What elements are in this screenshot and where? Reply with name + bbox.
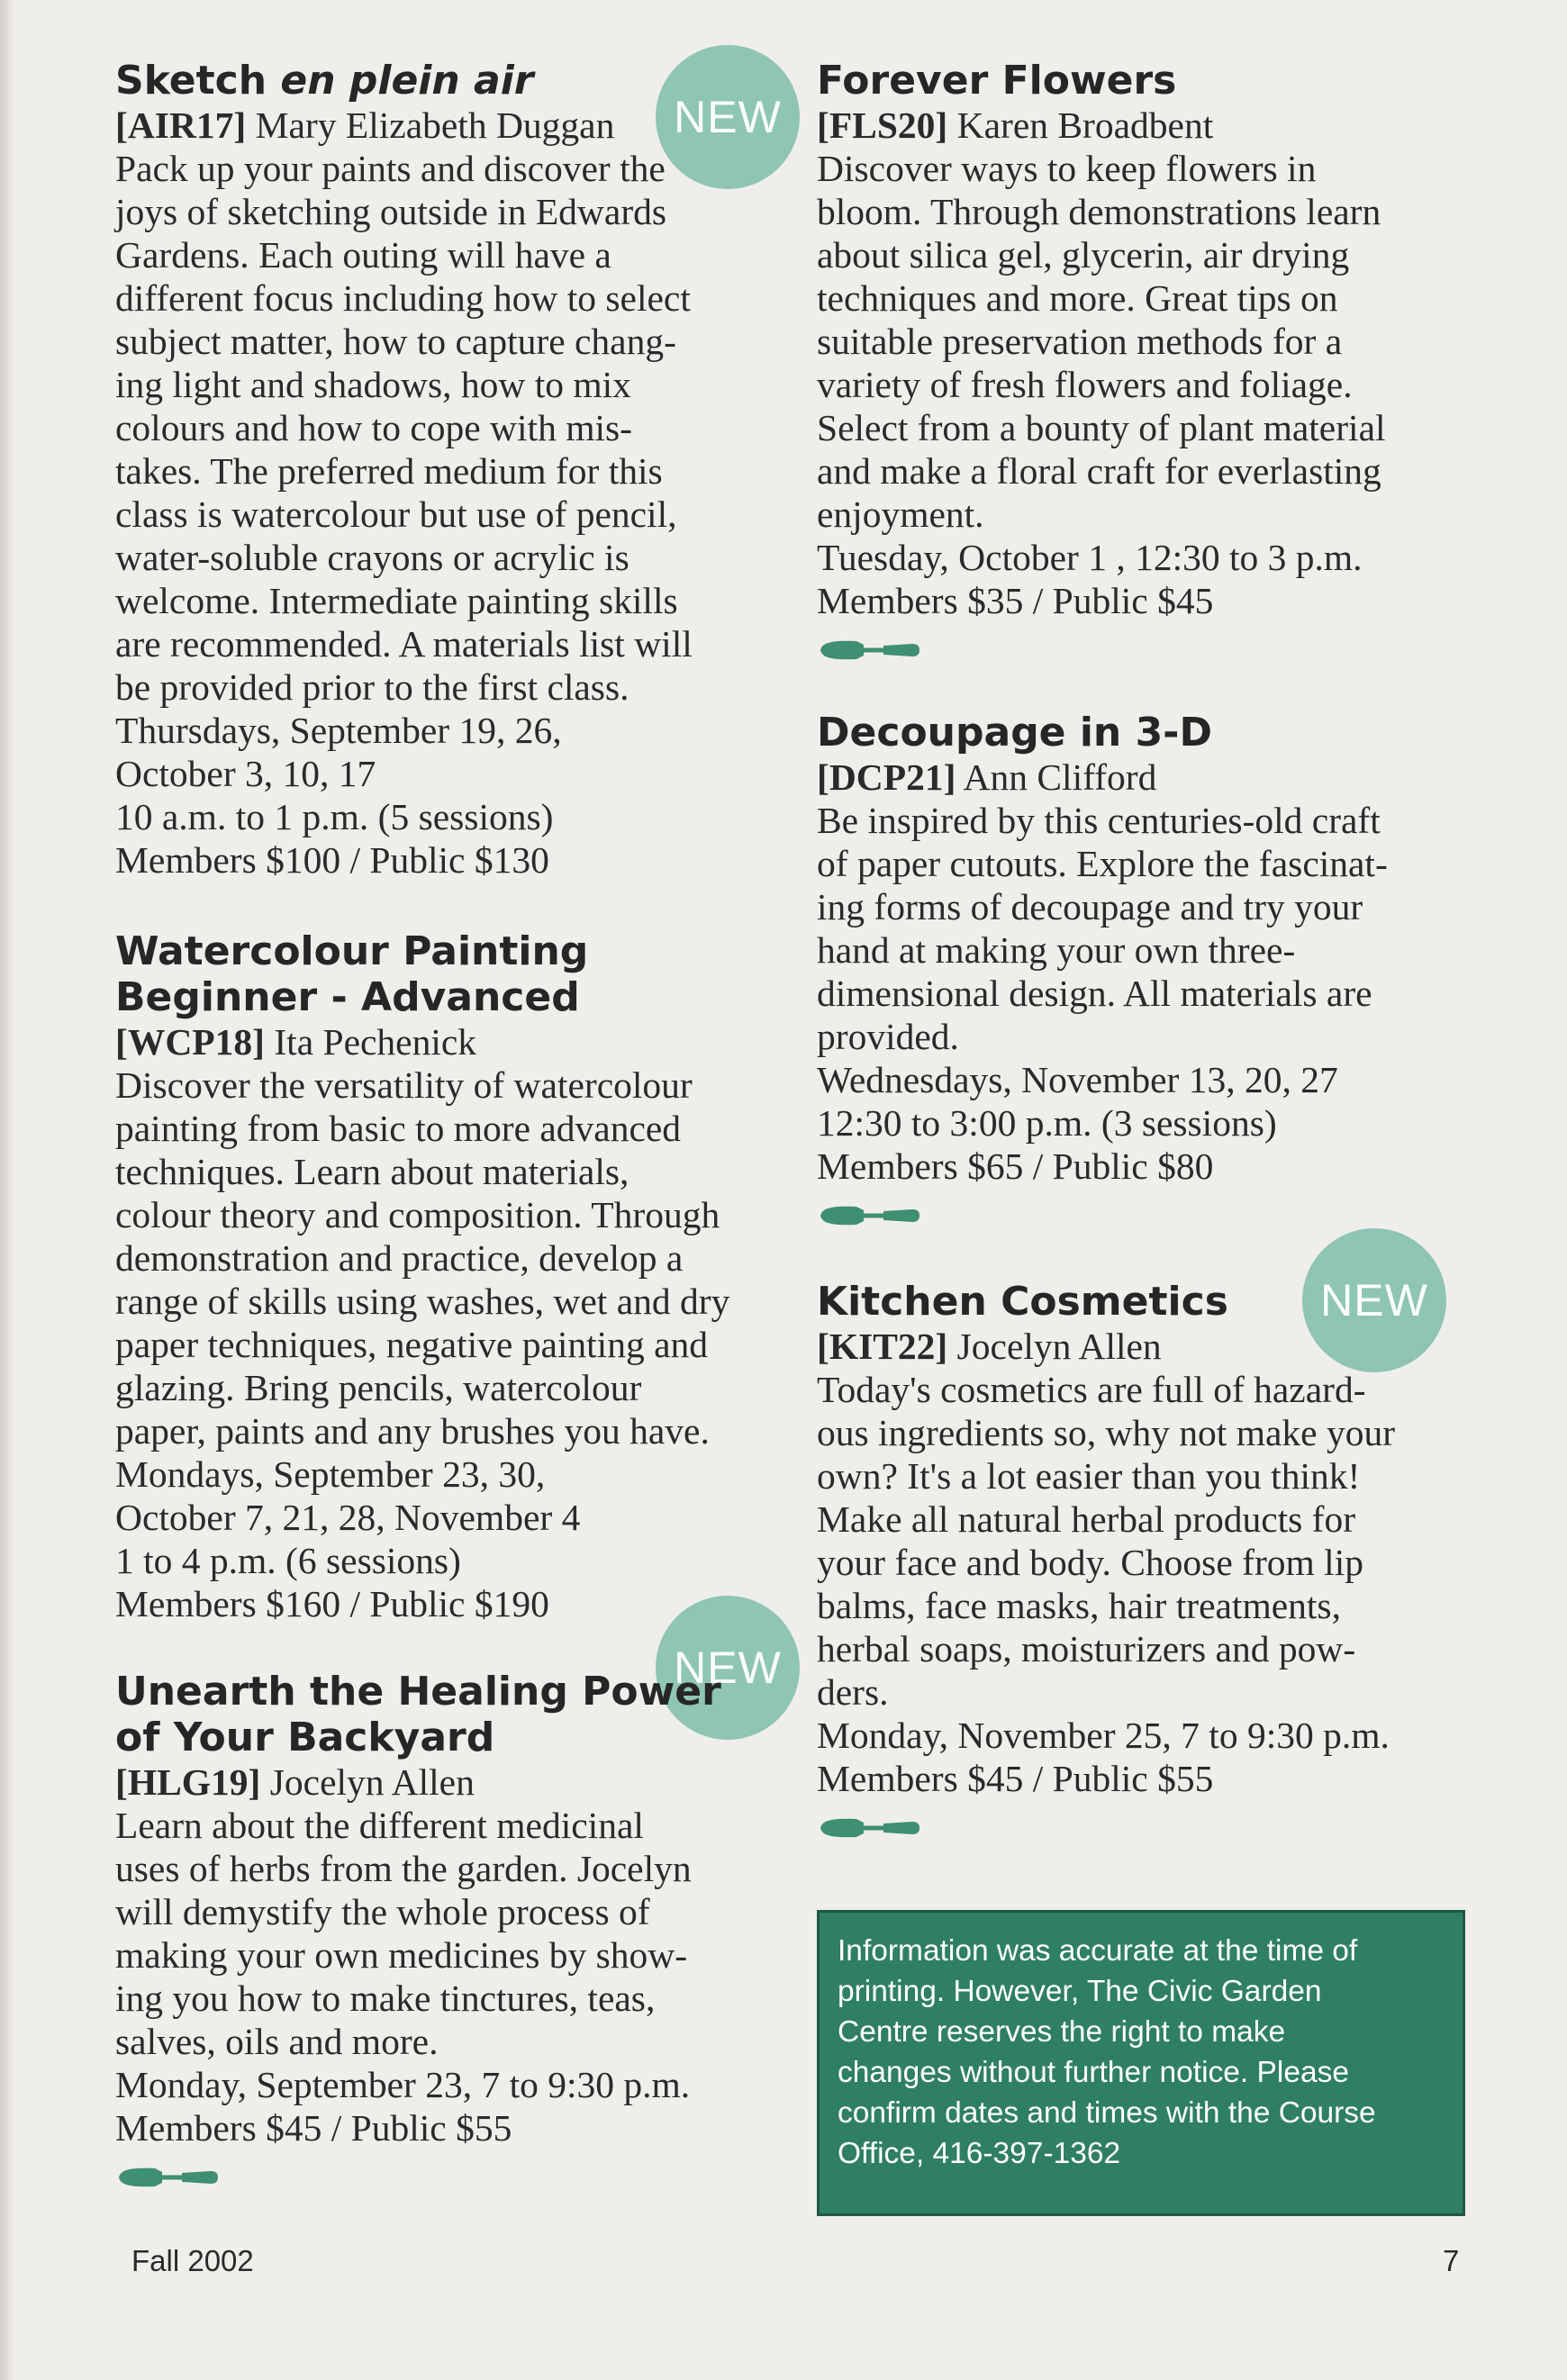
course-code: [HLG19] — [115, 1761, 261, 1803]
course-fees: Members $65 / Public $80 — [817, 1145, 1214, 1187]
course-title: Kitchen Cosmetics — [817, 1279, 1228, 1325]
course-description-line: demonstration and practice, develop a — [115, 1237, 684, 1279]
course-code: [KIT22] — [817, 1326, 948, 1367]
course-description-line: Pack up your paints and discover the — [115, 148, 666, 189]
course-code-instructor — [115, 104, 693, 147]
course-kit22 — [817, 1279, 1395, 1842]
course-description-line: techniques. Learn about materials, — [115, 1151, 630, 1192]
course-title: Watercolour Painting — [115, 928, 589, 974]
course-fees: Members $100 / Public $130 — [115, 839, 549, 881]
trowel-icon — [817, 637, 943, 664]
course-code-instructor — [817, 104, 1386, 147]
course-description-line: subject matter, how to capture chang- — [115, 321, 676, 362]
course-description-line: water-soluble crayons or acrylic is — [115, 537, 630, 578]
course-instructor: Ann Clifford — [956, 756, 1157, 798]
course-description-line: paper techniques, negative painting and — [115, 1324, 709, 1365]
course-schedule-line: October 7, 21, 28, November 4 — [115, 1497, 581, 1538]
course-description-line: balms, face masks, hair treatments, — [817, 1585, 1341, 1626]
course-hlg19 — [115, 1669, 721, 2191]
course-description-line: suitable preservation methods for a — [817, 321, 1343, 362]
course-instructor: Mary Elizabeth Duggan — [246, 104, 615, 146]
course-description-line: dimensional design. All materials are — [817, 973, 1372, 1014]
course-description-line: Today's cosmetics are full of hazard- — [817, 1369, 1366, 1410]
course-description-line: salves, oils and more. — [115, 2021, 439, 2062]
course-description-line: be provided prior to the first class. — [115, 666, 630, 708]
course-title: Decoupage in 3-D — [817, 710, 1212, 756]
course-title: of Your Backyard — [115, 1715, 495, 1760]
course-code: [AIR17] — [115, 104, 247, 146]
course-title: Sketch en plein air — [115, 58, 534, 104]
course-title: Beginner - Advanced — [115, 974, 580, 1020]
course-schedule-line: Mondays, September 23, 30, — [115, 1453, 546, 1495]
course-schedule-line: 12:30 to 3:00 p.m. (3 sessions) — [817, 1102, 1277, 1144]
course-description-line: glazing. Bring pencils, watercolour — [115, 1367, 642, 1408]
course-code-instructor — [115, 1020, 729, 1063]
trowel-icon — [817, 1202, 943, 1229]
course-description-line: and make a floral craft for everlasting — [817, 450, 1381, 492]
course-code-instructor — [817, 1325, 1395, 1368]
trowel-icon — [115, 2164, 241, 2191]
course-description-line: variety of fresh flowers and foliage. — [817, 364, 1353, 405]
course-schedule-line: Tuesday, October 1 , 12:30 to 3 p.m. — [817, 537, 1363, 578]
new-badge: NEW — [656, 1596, 800, 1740]
course-description-line: herbal soaps, moisturizers and pow- — [817, 1628, 1356, 1670]
course-description-line: enjoyment. — [817, 493, 984, 535]
course-description-line: Gardens. Each outing will have a — [115, 234, 611, 276]
course-fees: Members $160 / Public $190 — [115, 1583, 549, 1624]
course-schedule-line: Monday, September 23, 7 to 9:30 p.m. — [115, 2064, 691, 2105]
course-description-line: will demystify the whole process of — [115, 1891, 650, 1932]
course-description-line: paper, paints and any brushes you have. — [115, 1410, 710, 1452]
course-description-line: provided. — [817, 1016, 959, 1057]
course-fls20 — [817, 58, 1386, 664]
course-description-line: of paper cutouts. Explore the fascinat- — [817, 843, 1388, 884]
course-fees: Members $45 / Public $55 — [817, 1758, 1214, 1799]
notice-line: printing. However, The Civic Garden — [838, 1975, 1322, 2008]
course-description-line: different focus including how to select — [115, 277, 691, 319]
course-code: [FLS20] — [817, 104, 948, 146]
course-description-line: welcome. Intermediate painting skills — [115, 580, 678, 621]
course-description-line: about silica gel, glycerin, air drying — [817, 234, 1350, 276]
notice-line: changes without further notice. Please — [838, 2056, 1349, 2089]
course-description-line: Make all natural herbal products for — [817, 1498, 1356, 1540]
course-description-line: your face and body. Choose from lip — [817, 1542, 1363, 1583]
course-code-instructor — [115, 1760, 721, 1804]
course-wcp18 — [115, 928, 729, 1625]
trowel-icon — [817, 1814, 943, 1842]
course-description-line: bloom. Through demonstrations learn — [817, 191, 1381, 232]
course-description-line: making your own medicines by show- — [115, 1934, 688, 1976]
course-instructor: Jocelyn Allen — [260, 1761, 475, 1803]
course-description-line: techniques and more. Great tips on — [817, 277, 1338, 319]
course-schedule-line: Thursdays, September 19, 26, — [115, 710, 562, 751]
course-schedule-line: October 3, 10, 17 — [115, 753, 376, 794]
course-description-line: ing forms of decoupage and try your — [817, 886, 1363, 928]
course-code: [WCP18] — [115, 1021, 265, 1063]
course-instructor: Jocelyn Allen — [947, 1326, 1162, 1367]
course-description-line: takes. The preferred medium for this — [115, 450, 663, 492]
course-instructor: Ita Pechenick — [264, 1021, 477, 1063]
course-description-line: ing light and shadows, how to mix — [115, 364, 631, 405]
course-schedule-line: Monday, November 25, 7 to 9:30 p.m. — [817, 1715, 1390, 1756]
course-description-line: Select from a bounty of plant material — [817, 407, 1386, 448]
course-description-line: hand at making your own three- — [817, 929, 1296, 971]
page-number: 7 — [1443, 2244, 1460, 2277]
course-title: Forever Flowers — [817, 58, 1177, 104]
course-title: Unearth the Healing Power — [115, 1669, 721, 1715]
course-code: [DCP21] — [817, 756, 956, 798]
disclaimer-notice — [817, 1910, 1465, 2216]
course-description-line: Learn about the different medicinal — [115, 1805, 644, 1846]
course-description-line: Be inspired by this centuries-old craft — [817, 800, 1381, 841]
course-air17 — [115, 58, 693, 882]
course-code-instructor — [817, 756, 1388, 799]
course-schedule-line: 1 to 4 p.m. (6 sessions) — [115, 1540, 461, 1581]
course-description-line: are recommended. A materials list will — [115, 623, 693, 665]
notice-line: confirm dates and times with the Course — [838, 2096, 1376, 2130]
notice-line: Office, 416-397-1362 — [838, 2137, 1121, 2170]
course-instructor: Karen Broadbent — [947, 104, 1214, 146]
page-binding-shadow — [0, 0, 14, 2380]
course-description-line: ders. — [817, 1671, 889, 1713]
course-description-line: Discover ways to keep flowers in — [817, 148, 1317, 189]
course-fees: Members $45 / Public $55 — [115, 2107, 512, 2149]
new-badge: NEW — [1302, 1228, 1446, 1372]
course-description-line: ous ingredients so, why not make your — [817, 1412, 1396, 1453]
new-badge: NEW — [656, 45, 800, 189]
course-description-line: colours and how to cope with mis- — [115, 407, 632, 448]
course-schedule-line: 10 a.m. to 1 p.m. (5 sessions) — [115, 796, 554, 837]
notice-line: Centre reserves the right to make — [838, 2015, 1286, 2049]
course-description-line: painting from basic to more advanced — [115, 1108, 682, 1149]
course-fees: Members $35 / Public $45 — [817, 580, 1214, 621]
course-description-line: range of skills using washes, wet and dry — [115, 1280, 730, 1322]
notice-line: Information was accurate at the time of — [838, 1934, 1358, 1968]
course-description-line: ing you how to make tinctures, teas, — [115, 1977, 656, 2019]
course-description-line: own? It's a lot easier than you think! — [817, 1455, 1361, 1497]
course-description-line: class is watercolour but use of pencil, — [115, 493, 677, 535]
course-schedule-line: Wednesdays, November 13, 20, 27 — [817, 1059, 1338, 1100]
course-description-line: joys of sketching outside in Edwards — [115, 191, 667, 232]
course-description-line: uses of herbs from the garden. Jocelyn — [115, 1848, 692, 1889]
footer-season: Fall 2002 — [131, 2244, 254, 2277]
course-description-line: Discover the versatility of watercolour — [115, 1064, 693, 1106]
course-dcp21 — [817, 710, 1388, 1229]
course-description-line: colour theory and composition. Through — [115, 1194, 720, 1235]
